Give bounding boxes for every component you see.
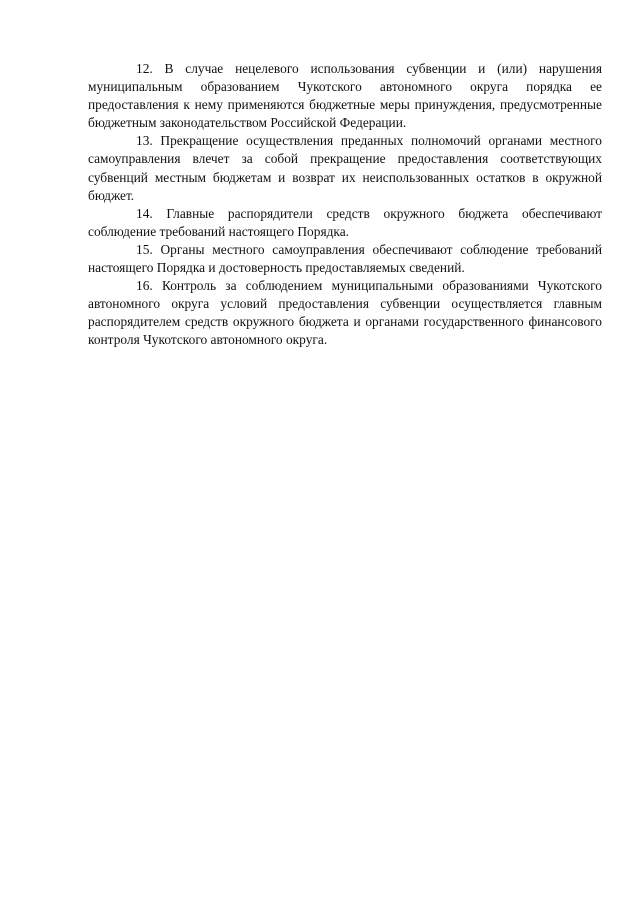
document-body	[88, 60, 602, 350]
paragraph-15: 15. Органы местного самоуправления обеспечивают соблюдение требований настоящего Порядка и достоверность предоставляемых сведений.	[88, 241, 602, 276]
paragraph-16: 16. Контроль за соблюдением муниципальными образованиями Чукотского автономного округа условий предоставления субвенции осуществляется главным распорядителем средств окружного бюджета и органами государственного финансового контроля Чукотского автономного округа.	[88, 278, 602, 348]
paragraph-13: 13. Прекращение осуществления преданных полномочий органами местного самоуправления влечет за собой прекращение предоставления соответствующих субвенций местным бюджетам и возврат их неиспользованных остатков в окружной бюджет.	[88, 133, 602, 203]
paragraph-12: 12. В случае нецелевого использования субвенции и (или) нарушения муниципальным образованием Чукотского автономного округа порядка ее предоставления к нему применяются бюджетные меры принуждения, предусмотренные бюджетным законодательством Российской Федерации.	[88, 61, 602, 131]
paragraph-14: 14. Главные распорядители средств окружного бюджета обеспечивают соблюдение требований настоящего Порядка.	[88, 205, 602, 239]
